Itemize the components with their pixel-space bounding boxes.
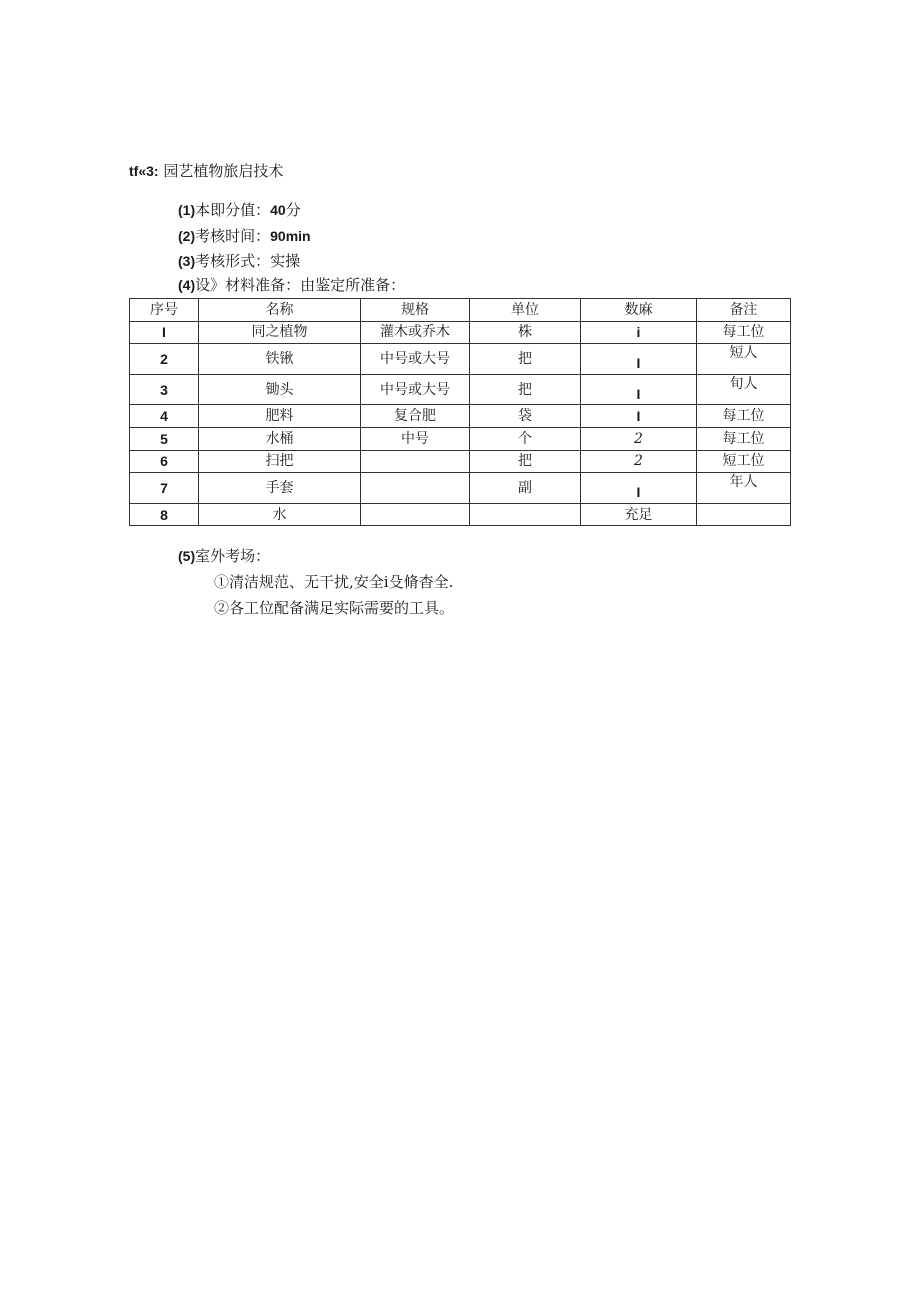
cell-unit: 把	[470, 344, 581, 375]
cell-seq: 6	[130, 450, 199, 473]
cell-name: 水桶	[199, 427, 361, 450]
table-row	[130, 450, 791, 473]
cell-name: 锄头	[199, 374, 361, 405]
item-value: 90min	[270, 228, 311, 244]
item-time	[178, 225, 311, 246]
cell-seq: 4	[130, 405, 199, 428]
item-value: 40	[270, 202, 286, 218]
item-suffix: 分	[285, 201, 301, 219]
item-label: 室外考场：	[195, 547, 271, 565]
cell-qty: I	[581, 344, 697, 375]
header-seq: 序号	[130, 299, 199, 322]
title-text: 园艺植物旅启技术	[163, 162, 284, 180]
cell-spec	[361, 450, 470, 473]
cell-note: 旬人	[697, 374, 791, 405]
item-suffix: 实操	[270, 252, 301, 270]
item-label: 考核时间：	[195, 227, 271, 245]
cell-name: 同之植物	[199, 321, 361, 344]
cell-name: 肥料	[199, 405, 361, 428]
table-row	[130, 473, 791, 504]
equipment-table	[129, 298, 791, 526]
header-note: 备注	[697, 299, 791, 322]
cell-seq: 7	[130, 473, 199, 504]
table-row	[130, 321, 791, 344]
cell-qty: I	[581, 374, 697, 405]
cell-name: 铁锹	[199, 344, 361, 375]
cell-qty: I	[581, 473, 697, 504]
cell-spec: 灌木或乔木	[361, 321, 470, 344]
cell-note: 每工位	[697, 427, 791, 450]
item-label: 设》材料准备：由鉴定所准备：	[195, 276, 406, 294]
cell-note: 每工位	[697, 321, 791, 344]
cell-spec: 复合肥	[361, 405, 470, 428]
cell-qty: 充足	[581, 503, 697, 526]
cell-note: 年人	[697, 473, 791, 504]
item-number: (2)	[178, 228, 196, 244]
cell-spec: 中号	[361, 427, 470, 450]
cell-qty: i	[581, 321, 697, 344]
cell-seq: 2	[130, 344, 199, 375]
cell-spec: 中号或大号	[361, 344, 470, 375]
cell-unit: 把	[470, 450, 581, 473]
item-score	[178, 199, 301, 220]
table-row	[130, 374, 791, 405]
cell-name: 扫把	[199, 450, 361, 473]
item-label: 本即分值：	[195, 201, 271, 219]
cell-note	[697, 503, 791, 526]
item-number: (5)	[178, 548, 196, 564]
item-number: (3)	[178, 253, 196, 269]
item-label: 考核形式：	[195, 252, 271, 270]
cell-seq: 8	[130, 503, 199, 526]
cell-seq: 5	[130, 427, 199, 450]
header-unit: 单位	[470, 299, 581, 322]
cell-qty: I	[581, 405, 697, 428]
item-materials	[178, 274, 405, 295]
header-name: 名称	[199, 299, 361, 322]
cell-spec	[361, 473, 470, 504]
table-row	[130, 427, 791, 450]
cell-spec: 中号或大号	[361, 374, 470, 405]
header-spec: 规格	[361, 299, 470, 322]
item-site	[178, 545, 270, 566]
cell-seq: I	[130, 321, 199, 344]
cell-unit: 袋	[470, 405, 581, 428]
cell-note: 短人	[697, 344, 791, 375]
cell-unit: 把	[470, 374, 581, 405]
cell-qty: 2	[581, 427, 697, 450]
item-number: (1)	[178, 202, 196, 218]
cell-unit	[470, 503, 581, 526]
cell-name: 水	[199, 503, 361, 526]
title-prefix: tf«3:	[129, 163, 159, 179]
cell-note: 每工位	[697, 405, 791, 428]
section-title	[129, 160, 283, 181]
cell-unit: 株	[470, 321, 581, 344]
table-row	[130, 405, 791, 428]
cell-seq: 3	[130, 374, 199, 405]
cell-name: 手套	[199, 473, 361, 504]
item-number: (4)	[178, 277, 196, 293]
table-row	[130, 503, 791, 526]
site-point-1: ①清洁规范、无干扰,安全i殳脩杳全.	[214, 573, 454, 591]
table-row	[130, 344, 791, 375]
cell-note: 短工位	[697, 450, 791, 473]
cell-spec	[361, 503, 470, 526]
site-point-2: ②各工位配备满足实际需要的工具。	[214, 599, 455, 617]
cell-unit: 副	[470, 473, 581, 504]
header-qty: 数麻	[581, 299, 697, 322]
table-header-row	[130, 299, 791, 322]
cell-unit: 个	[470, 427, 581, 450]
cell-qty: 2	[581, 450, 697, 473]
item-format	[178, 250, 300, 271]
